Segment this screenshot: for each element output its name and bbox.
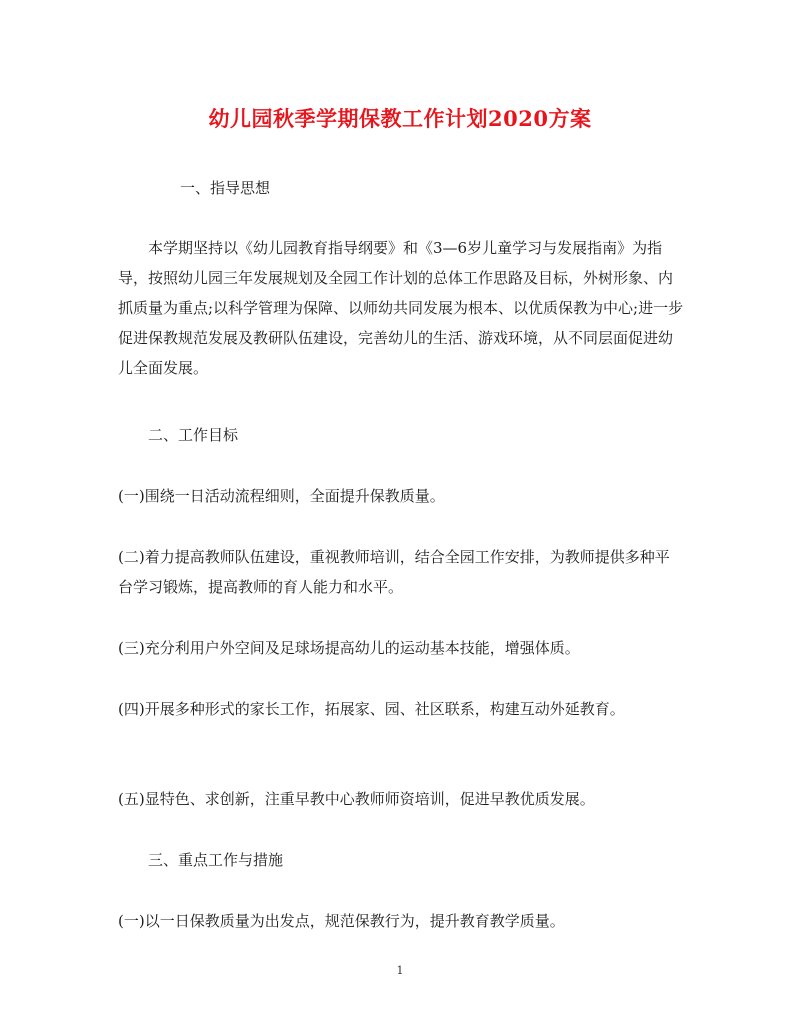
goal-item-2: (二)着力提高教师队伍建设，重视教师培训，结合全园工作安排，为教师提供多种平台学习锻炼，提高教师的育人能力和水平。	[118, 548, 670, 596]
document-title: 幼儿园秋季学期保教工作计划2020方案	[208, 106, 592, 131]
goal-item-4: (四)开展多种形式的家长工作，拓展家、园、社区联系，构建互动外延教育。	[118, 700, 625, 718]
page-number: 1	[396, 964, 404, 977]
goal-item-3: (三)充分利用户外空间及足球场提高幼儿的运动基本技能，增强体质。	[118, 639, 580, 657]
section-heading-key-work-measures: 三、重点工作与措施	[148, 851, 284, 869]
paragraph-guiding-ideology: 本学期坚持以《幼儿园教育指导纲要》和《3—6岁儿童学习与发展指南》为指导，按照幼儿园三年发展规划及全园工作计划的总体工作思路及目标，外树形象、内抓质量为重点;以科学管理为保障、以师幼共同发展为根本、以优质保教为中心;进一步促进保教规范发展及教研队伍建设，完善幼儿的生活、游戏环境，从不同层面促进幼儿全面发展。	[118, 239, 684, 377]
goal-item-5: (五)显特色、求创新，注重早教中心教师师资培训，促进早教优质发展。	[118, 790, 595, 808]
measure-item-1: (一)以一日保教质量为出发点，规范保教行为，提升教育教学质量。	[118, 912, 565, 930]
section-heading-work-goals: 二、工作目标	[148, 426, 239, 444]
section-heading-guiding-ideology: 一、指导思想	[180, 179, 271, 197]
goal-item-1: (一)围绕一日活动流程细则，全面提升保教质量。	[118, 487, 445, 505]
